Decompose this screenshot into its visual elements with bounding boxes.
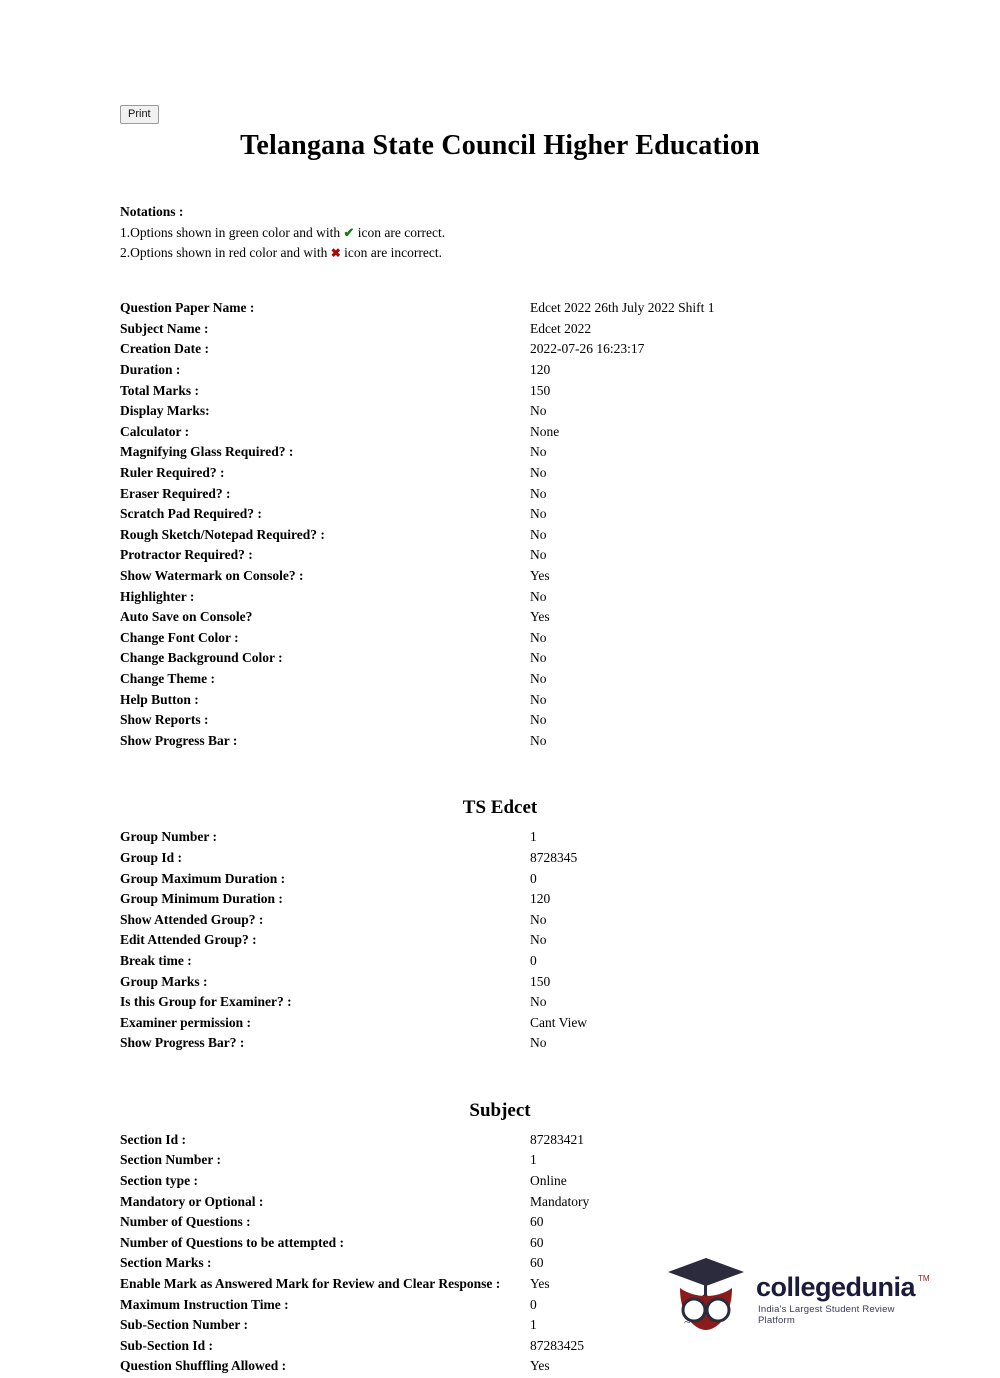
row-key: Sub-Section Id : — [120, 1337, 214, 1353]
row-key: Show Watermark on Console? : — [120, 568, 304, 584]
row-value: 1 — [530, 829, 537, 845]
table-row — [120, 339, 880, 360]
table-row — [120, 607, 880, 628]
table-row — [120, 463, 880, 484]
table-row — [120, 1233, 880, 1254]
table-row — [120, 1150, 880, 1171]
row-value: No — [530, 465, 547, 481]
logo-tagline: India's Largest Student Review Platform — [758, 1304, 895, 1326]
row-key: Show Progress Bar : — [120, 732, 238, 748]
notation-incorrect-text-pre: 2.Options shown in red color and with — [120, 245, 328, 260]
row-value: No — [530, 506, 547, 522]
row-value: 0 — [530, 870, 537, 886]
row-key: Is this Group for Examiner? : — [120, 994, 292, 1010]
row-value: Yes — [530, 568, 550, 584]
row-value: No — [530, 629, 547, 645]
row-key: Rough Sketch/Notepad Required? : — [120, 526, 325, 542]
row-value: No — [530, 1035, 547, 1051]
row-value: 1 — [530, 1317, 537, 1333]
row-value: 120 — [530, 362, 551, 378]
row-key: Duration : — [120, 362, 181, 378]
table-row — [120, 401, 880, 422]
row-key: Maximum Instruction Time : — [120, 1296, 289, 1312]
row-key: Question Shuffling Allowed : — [120, 1358, 287, 1374]
row-key: Group Id : — [120, 849, 183, 865]
table-row — [120, 848, 880, 869]
row-value: 87283421 — [530, 1131, 584, 1147]
table-row — [120, 730, 880, 751]
row-key: Scratch Pad Required? : — [120, 506, 262, 522]
table-row — [120, 669, 880, 690]
row-key: Number of Questions to be attempted : — [120, 1234, 344, 1250]
group-details-body — [120, 827, 880, 1054]
page-title: Telangana State Council Higher Education — [240, 130, 760, 161]
row-key: Magnifying Glass Required? : — [120, 444, 294, 460]
row-key: Group Number : — [120, 829, 218, 845]
row-key: Ruler Required? : — [120, 465, 225, 481]
notations-block — [120, 204, 880, 262]
row-key: Edit Attended Group? : — [120, 932, 257, 948]
table-row — [120, 525, 880, 546]
row-value: 2022-07-26 16:23:17 — [530, 341, 645, 357]
table-row — [120, 1191, 880, 1212]
row-value: Yes — [530, 1276, 550, 1292]
table-row — [120, 545, 880, 566]
row-value: Cant View — [530, 1014, 588, 1030]
table-row — [120, 586, 880, 607]
notation-correct-text-post: icon are correct. — [357, 225, 446, 240]
table-row — [120, 1212, 880, 1233]
row-key: Change Font Color : — [120, 629, 239, 645]
table-row — [120, 909, 880, 930]
table-row — [120, 483, 880, 504]
row-value: No — [530, 932, 547, 948]
row-key: Group Maximum Duration : — [120, 870, 286, 886]
table-row — [120, 319, 880, 340]
check-icon: ✔ — [343, 225, 355, 240]
row-key: Creation Date : — [120, 341, 209, 357]
table-row — [120, 971, 880, 992]
group-section-heading: TS Edcet — [462, 797, 538, 819]
subject-section-heading: Subject — [469, 1099, 531, 1121]
row-key: Calculator : — [120, 423, 190, 439]
row-value: 0 — [530, 1296, 537, 1312]
group-details-table — [120, 827, 880, 1054]
row-key: Group Marks : — [120, 973, 208, 989]
row-key: Change Background Color : — [120, 650, 283, 666]
row-value: No — [530, 994, 547, 1010]
table-row — [120, 951, 880, 972]
row-value: 60 — [530, 1255, 544, 1271]
row-key: Subject Name : — [120, 320, 209, 336]
table-row — [120, 298, 880, 319]
row-key: Show Reports : — [120, 712, 209, 728]
table-row — [120, 1130, 880, 1151]
row-key: Display Marks: — [120, 403, 210, 419]
notation-correct-text-pre: 1.Options shown in green color and with — [120, 225, 341, 240]
row-value: 8728345 — [530, 849, 578, 865]
row-value: No — [530, 526, 547, 542]
table-row — [120, 1033, 880, 1054]
row-value: Online — [530, 1173, 567, 1189]
table-row — [120, 689, 880, 710]
scroll-indicator: ~ — [684, 1314, 692, 1329]
table-row — [120, 360, 880, 381]
row-value: No — [530, 547, 547, 563]
table-row — [120, 930, 880, 951]
table-row — [120, 1012, 880, 1033]
row-value: 0 — [530, 952, 537, 968]
row-key: Number of Questions : — [120, 1214, 251, 1230]
row-key: Show Attended Group? : — [120, 911, 264, 927]
collegedunia-logo — [660, 1254, 930, 1336]
row-value: None — [530, 423, 560, 439]
logo-brand-text: collegedunia — [756, 1272, 916, 1302]
row-value: 60 — [530, 1234, 544, 1250]
paper-details-table — [120, 298, 880, 751]
row-value: No — [530, 588, 547, 604]
logo-trademark: TM — [918, 1274, 930, 1283]
table-row — [120, 566, 880, 587]
table-row — [120, 422, 880, 443]
row-value: 1 — [530, 1152, 537, 1168]
table-row — [120, 889, 880, 910]
row-value: Yes — [530, 609, 550, 625]
row-value: No — [530, 403, 547, 419]
row-value: Mandatory — [530, 1193, 590, 1209]
row-key: Help Button : — [120, 691, 199, 707]
table-row — [120, 648, 880, 669]
row-key: Change Theme : — [120, 670, 216, 686]
row-key: Auto Save on Console? — [120, 609, 253, 625]
row-key: Break time : — [120, 952, 192, 968]
cross-icon: ✖ — [330, 246, 341, 260]
row-key: Total Marks : — [120, 382, 200, 398]
table-row — [120, 380, 880, 401]
row-value: 120 — [530, 891, 551, 907]
row-value: 150 — [530, 382, 551, 398]
row-key: Mandatory or Optional : — [120, 1193, 264, 1209]
print-button[interactable]: Print — [120, 105, 159, 124]
row-value: No — [530, 691, 547, 707]
graduate-logo-icon — [660, 1254, 752, 1334]
notation-incorrect-text-post: icon are incorrect. — [344, 245, 442, 260]
table-row — [120, 868, 880, 889]
table-row — [120, 710, 880, 731]
row-value: No — [530, 485, 547, 501]
row-value: No — [530, 911, 547, 927]
table-row — [120, 628, 880, 649]
table-row — [120, 1171, 880, 1192]
row-value: Yes — [530, 1358, 550, 1374]
row-key: Sub-Section Number : — [120, 1317, 249, 1333]
row-key: Section Id : — [120, 1131, 187, 1147]
table-row — [120, 1336, 880, 1357]
table-row — [120, 992, 880, 1013]
paper-details-body — [120, 298, 880, 751]
row-value: Edcet 2022 26th July 2022 Shift 1 — [530, 300, 715, 316]
row-key: Protractor Required? : — [120, 547, 253, 563]
row-key: Group Minimum Duration : — [120, 891, 283, 907]
row-key: Highlighter : — [120, 588, 195, 604]
row-key: Eraser Required? : — [120, 485, 231, 501]
row-value: No — [530, 444, 547, 460]
row-value: No — [530, 732, 547, 748]
row-value: 87283425 — [530, 1337, 584, 1353]
row-value: 60 — [530, 1214, 544, 1230]
row-value: No — [530, 670, 547, 686]
row-value: No — [530, 712, 547, 728]
notation-correct-line — [120, 224, 880, 241]
table-row — [120, 504, 880, 525]
notations-heading: Notations : — [120, 204, 184, 219]
table-row — [120, 442, 880, 463]
row-key: Section type : — [120, 1173, 198, 1189]
row-key: Section Marks : — [120, 1255, 212, 1271]
notation-incorrect-line — [120, 244, 880, 262]
row-key: Examiner permission : — [120, 1014, 251, 1030]
row-key: Question Paper Name : — [120, 300, 255, 316]
row-key: Section Number : — [120, 1152, 221, 1168]
row-key: Show Progress Bar? : — [120, 1035, 245, 1051]
row-value: Edcet 2022 — [530, 320, 592, 336]
row-value: No — [530, 650, 547, 666]
row-key: Enable Mark as Answered Mark for Review and Clear Response : — [120, 1276, 501, 1292]
table-row — [120, 1356, 880, 1377]
table-row — [120, 827, 880, 848]
row-value: 150 — [530, 973, 551, 989]
